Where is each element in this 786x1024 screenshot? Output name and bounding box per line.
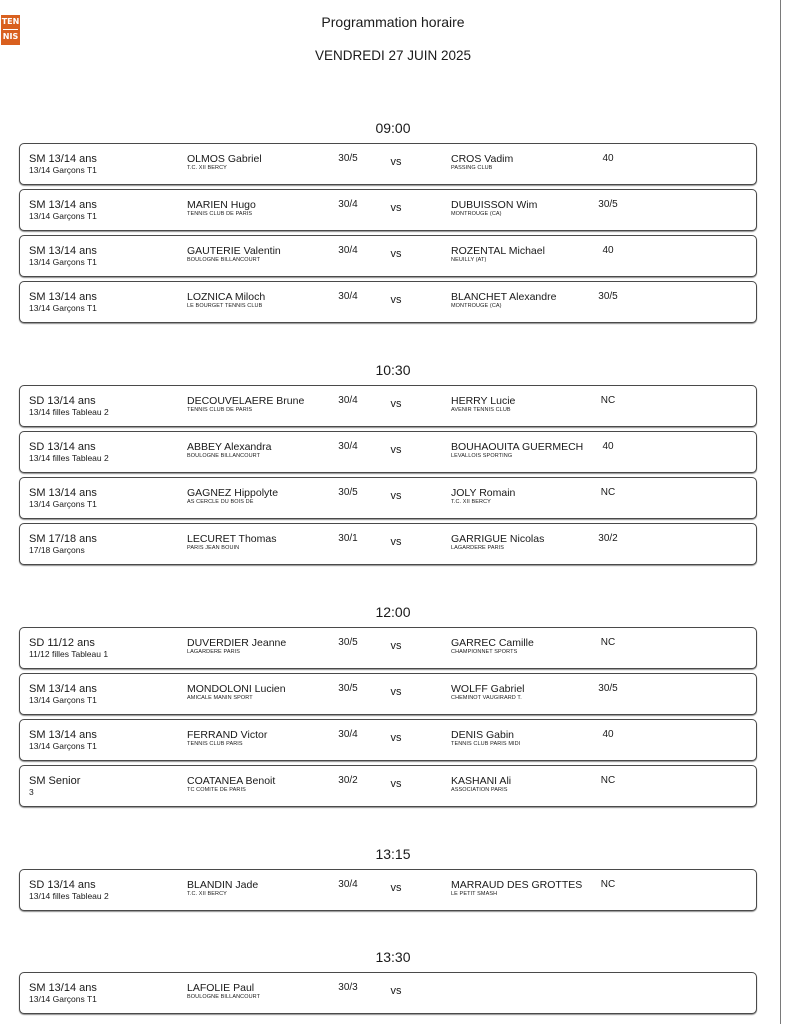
match-draw: 13/14 filles Tableau 2: [29, 407, 109, 417]
logo-text-bottom: NIS: [2, 32, 19, 41]
player1-club: BOULOGNE BILLANCOURT: [187, 453, 261, 459]
time-slot-heading: 10:30: [375, 362, 411, 378]
player2-name: GARREC Camille: [451, 637, 534, 649]
player1-ranking: 30/4: [338, 291, 358, 302]
match-card: [19, 972, 757, 1014]
versus-label: vs: [390, 490, 402, 502]
player2-club: TENNIS CLUB PARIS MIDI: [451, 741, 521, 747]
match-category: SM 13/14 ans: [29, 199, 97, 211]
versus-label: vs: [390, 882, 402, 894]
player2-name: GARRIGUE Nicolas: [451, 533, 545, 545]
versus-label: vs: [390, 156, 402, 168]
player1-name: COATANEA Benoit: [187, 775, 276, 787]
match-card: [19, 477, 757, 519]
player2-name: DENIS Gabin: [451, 729, 515, 741]
player1-ranking: 30/5: [338, 637, 358, 648]
match-card: [19, 627, 757, 669]
match-category: SD 13/14 ans: [29, 395, 96, 407]
player2-ranking: 30/5: [598, 291, 618, 302]
player2-ranking: NC: [600, 637, 616, 648]
player2-name: MARRAUD DES GROTTES: [451, 879, 583, 891]
match-draw: 13/14 Garçons T1: [29, 695, 97, 705]
player2-name: ROZENTAL Michael: [451, 245, 545, 257]
player1-ranking: 30/5: [338, 487, 358, 498]
player2-ranking: 40: [602, 441, 614, 452]
player1-name: GAUTERIE Valentin: [187, 245, 281, 257]
player2-ranking: 30/5: [598, 199, 618, 210]
player2-ranking: NC: [600, 395, 616, 406]
player1-club: AMICALE MANIN SPORT: [187, 695, 253, 701]
match-draw: 13/14 Garçons T1: [29, 257, 97, 267]
player2-club: MONTROUGE (CA): [451, 211, 502, 217]
match-draw: 11/12 filles Tableau 1: [29, 649, 109, 659]
player1-name: MARIEN Hugo: [187, 199, 256, 211]
versus-label: vs: [390, 778, 402, 790]
player1-name: DECOUVELAERE Brune: [187, 395, 305, 407]
player1-club: TENNIS CLUB PARIS: [187, 741, 243, 747]
player1-ranking: 30/5: [338, 683, 358, 694]
match-draw: 13/14 Garçons T1: [29, 211, 97, 221]
match-card: [19, 385, 757, 427]
match-card: [19, 719, 757, 761]
match-draw: 13/14 Garçons T1: [29, 499, 97, 509]
player2-ranking: NC: [600, 487, 616, 498]
player1-name: DUVERDIER Jeanne: [187, 637, 287, 649]
match-category: SM 17/18 ans: [29, 533, 97, 545]
match-category: SM 13/14 ans: [29, 683, 97, 695]
player2-ranking: 40: [602, 245, 614, 256]
versus-label: vs: [390, 732, 402, 744]
versus-label: vs: [390, 248, 402, 260]
versus-label: vs: [390, 536, 402, 548]
schedule-date: VENDREDI 27 JUIN 2025: [314, 48, 472, 63]
time-slot-heading: 13:15: [375, 846, 411, 862]
page-right-border: [780, 0, 781, 1024]
match-card: [19, 281, 757, 323]
player2-name: WOLFF Gabriel: [451, 683, 525, 695]
versus-label: vs: [390, 640, 402, 652]
versus-label: vs: [390, 202, 402, 214]
match-category: SM Senior: [29, 775, 81, 787]
player1-name: LECURET Thomas: [187, 533, 277, 545]
player1-club: LAGARDERE PARIS: [187, 649, 241, 655]
player1-name: LOZNICA Miloch: [187, 291, 266, 303]
match-card: [19, 189, 757, 231]
player1-ranking: 30/4: [338, 395, 358, 406]
match-card: [19, 143, 757, 185]
player2-club: CHAMPIONNET SPORTS: [451, 649, 518, 655]
player2-ranking: NC: [600, 879, 616, 890]
page-title: Programmation horaire: [321, 14, 465, 30]
player1-ranking: 30/4: [338, 441, 358, 452]
player2-club: LEVALLOIS SPORTING: [451, 453, 513, 459]
player1-ranking: 30/4: [338, 879, 358, 890]
match-category: SM 13/14 ans: [29, 982, 97, 994]
match-card: [19, 235, 757, 277]
player2-club: CHEMINOT VAUGIRARD T.: [451, 695, 522, 701]
match-category: SM 13/14 ans: [29, 153, 97, 165]
match-draw: 17/18 Garçons: [29, 545, 85, 555]
match-draw: 13/14 Garçons T1: [29, 994, 97, 1004]
player2-club: MONTROUGE (CA): [451, 303, 502, 309]
player1-club: TENNIS CLUB DE PARIS: [187, 211, 253, 217]
match-category: SM 13/14 ans: [29, 245, 97, 257]
player2-ranking: NC: [600, 775, 616, 786]
match-category: SM 13/14 ans: [29, 729, 97, 741]
versus-label: vs: [390, 398, 402, 410]
versus-label: vs: [390, 294, 402, 306]
match-category: SD 11/12 ans: [29, 637, 95, 649]
player2-name: BOUHAOUITA GUERMECH: [451, 441, 584, 453]
player1-club: T.C. XII BERCY: [187, 891, 227, 897]
player1-name: OLMOS Gabriel: [187, 153, 262, 165]
match-draw: 13/14 Garçons T1: [29, 165, 97, 175]
match-card: [19, 431, 757, 473]
player1-club: AS CERCLE DU BOIS DE: [187, 499, 254, 505]
player1-name: FERRAND Victor: [187, 729, 268, 741]
logo-text-top: TEN: [1, 17, 20, 26]
player2-club: NEUILLY (AT): [451, 257, 487, 263]
match-draw: 13/14 filles Tableau 2: [29, 891, 109, 901]
player2-club: PASSING CLUB: [451, 165, 493, 171]
player1-club: TC COMITE DE PARIS: [187, 787, 246, 793]
player1-name: ABBEY Alexandra: [187, 441, 272, 453]
player2-ranking: 30/5: [598, 683, 618, 694]
versus-label: vs: [390, 985, 402, 997]
player2-club: ASSOCIATION PARIS: [451, 787, 508, 793]
player1-name: LAFOLIE Paul: [187, 982, 255, 994]
match-category: SM 13/14 ans: [29, 291, 97, 303]
match-draw: 13/14 Garçons T1: [29, 741, 97, 751]
player1-club: BOULOGNE BILLANCOURT: [187, 257, 261, 263]
match-category: SD 13/14 ans: [29, 879, 96, 891]
player2-name: BLANCHET Alexandre: [451, 291, 557, 303]
match-card: [19, 673, 757, 715]
player1-club: LE BOURGET TENNIS CLUB: [187, 303, 263, 309]
versus-label: vs: [390, 444, 402, 456]
player2-name: HERRY Lucie: [451, 395, 516, 407]
player2-ranking: 40: [602, 729, 614, 740]
player1-ranking: 30/5: [338, 153, 358, 164]
player1-ranking: 30/2: [338, 775, 358, 786]
time-slot-heading: 12:00: [375, 604, 411, 620]
player1-club: BOULOGNE BILLANCOURT: [187, 994, 261, 1000]
match-card: [19, 869, 757, 911]
player2-club: AVENIR TENNIS CLUB: [451, 407, 511, 413]
player2-name: JOLY Romain: [451, 487, 516, 499]
player1-ranking: 30/3: [338, 982, 358, 993]
player2-club: LAGARDERE PARIS: [451, 545, 505, 551]
match-category: SD 13/14 ans: [29, 441, 96, 453]
player1-ranking: 30/4: [338, 245, 358, 256]
player2-club: LE PETIT SMASH: [451, 891, 498, 897]
match-card: [19, 765, 757, 807]
match-draw: 13/14 Garçons T1: [29, 303, 97, 313]
player2-name: KASHANI Ali: [451, 775, 512, 787]
match-card: [19, 523, 757, 565]
player2-ranking: 30/2: [598, 533, 618, 544]
versus-label: vs: [390, 686, 402, 698]
match-category: SM 13/14 ans: [29, 487, 97, 499]
player2-ranking: 40: [602, 153, 614, 164]
player2-name: CROS Vadim: [451, 153, 514, 165]
player2-club: T.C. XII BERCY: [451, 499, 491, 505]
player1-ranking: 30/4: [338, 729, 358, 740]
player1-club: T.C. XII BERCY: [187, 165, 227, 171]
player1-ranking: 30/1: [338, 533, 358, 544]
time-slot-heading: 09:00: [375, 120, 411, 136]
time-slot-heading: 13:30: [375, 949, 411, 965]
player2-name: DUBUISSON Wim: [451, 199, 538, 211]
player1-club: TENNIS CLUB DE PARIS: [187, 407, 253, 413]
player1-name: BLANDIN Jade: [187, 879, 259, 891]
player1-name: MONDOLONI Lucien: [187, 683, 286, 695]
match-draw: 13/14 filles Tableau 2: [29, 453, 109, 463]
player1-club: PARIS JEAN BOUIN: [187, 545, 240, 551]
player1-name: GAGNEZ Hippolyte: [187, 487, 279, 499]
player1-ranking: 30/4: [338, 199, 358, 210]
match-draw: 3: [29, 787, 34, 797]
